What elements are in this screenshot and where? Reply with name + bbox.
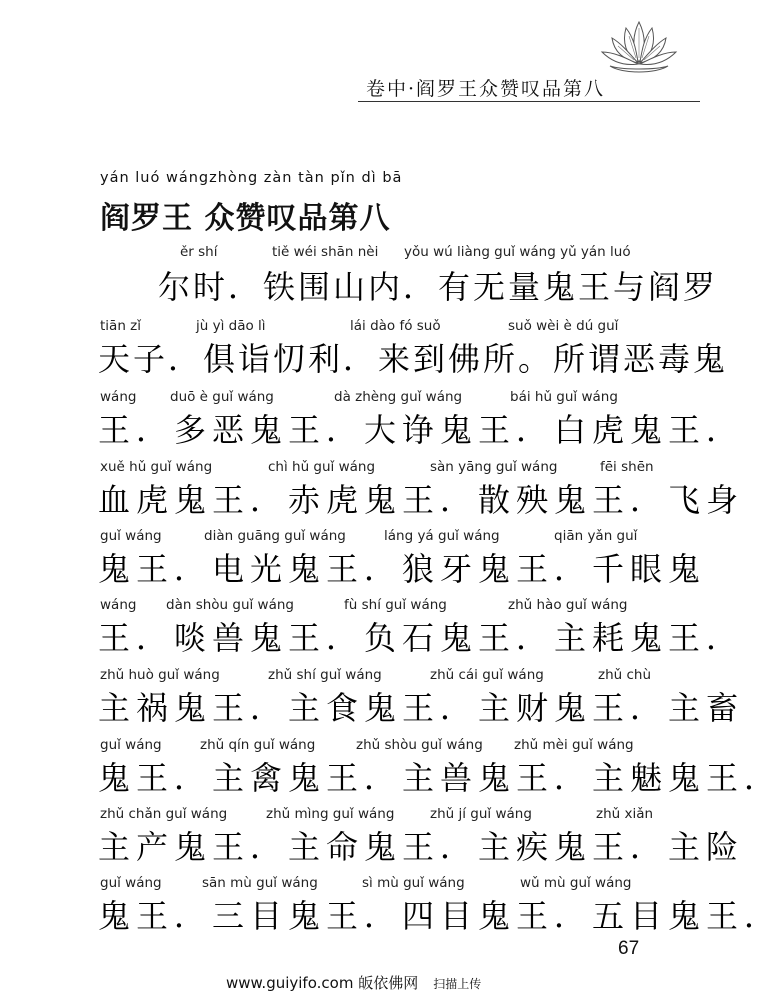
footer-note: 扫描上传 [433,977,482,991]
pinyin-segment: zhǔ xiǎn [596,806,654,822]
pinyin-segment: zhǔ chǎn guǐ wáng [100,806,228,822]
pinyin-segment: xuě hǔ guǐ wáng [100,459,213,475]
pinyin-segment: zhǔ chù [598,667,652,683]
pinyin-segment: jù yì dāo lì [196,318,266,334]
pinyin-segment: duō è guǐ wáng [170,389,274,405]
footer-site-link[interactable]: www.guiyifo.com 皈依佛网 [226,974,419,992]
pinyin-segment: wǔ mù guǐ wáng [520,875,632,891]
scripture-text: 王．啖兽鬼王．负石鬼王．主耗鬼王． [98,619,745,657]
pinyin-segment: yǒu wú liàng guǐ wáng yǔ yán luó [404,244,631,260]
lotus-icon [596,14,682,86]
pinyin-segment: diàn guāng guǐ wáng [204,528,346,544]
pinyin-segment: lái dào fó suǒ [350,318,441,334]
pinyin-segment: dàn shòu guǐ wáng [166,597,294,613]
pinyin-segment: zhǔ shí guǐ wáng [268,667,382,683]
pinyin-segment: zhǔ hào guǐ wáng [508,597,628,613]
scripture-text: 主产鬼王．主命鬼王．主疾鬼王．主险 [98,828,745,866]
page-number: 67 [618,938,640,959]
pinyin-segment: zhǔ jí guǐ wáng [430,806,532,822]
pinyin-segment: guǐ wáng [100,528,162,544]
pinyin-segment: qiān yǎn guǐ [554,528,638,544]
scripture-text: 天子．俱诣忉利．来到佛所。所谓恶毒鬼 [98,340,729,378]
pinyin-segment: sì mù guǐ wáng [362,875,465,891]
footer [226,972,481,993]
pinyin-segment: zhǔ huò guǐ wáng [100,667,220,683]
pinyin-segment: zhǔ shòu guǐ wáng [356,737,483,753]
pinyin-segment: fù shí guǐ wáng [344,597,447,613]
scripture-text: 主祸鬼王．主食鬼王．主财鬼王．主畜 [98,689,745,727]
pinyin-segment: zhǔ mèi guǐ wáng [514,737,634,753]
scripture-text: 鬼王．三目鬼王．四目鬼王．五目鬼王． [98,897,782,935]
scripture-text: 血虎鬼王．赤虎鬼王．散殃鬼王．飞身 [98,481,745,519]
scripture-text: 鬼王．电光鬼王．狼牙鬼王．千眼鬼 [98,550,707,588]
scripture-text: 王．多恶鬼王．大诤鬼王．白虎鬼王． [98,411,745,449]
pinyin-segment: sān mù guǐ wáng [202,875,318,891]
pinyin-segment: dà zhèng guǐ wáng [334,389,463,405]
scripture-text: 鬼王．主禽鬼王．主兽鬼王．主魅鬼王． [98,759,782,797]
pinyin-segment: guǐ wáng [100,875,162,891]
pinyin-segment: sàn yāng guǐ wáng [430,459,558,475]
pinyin-segment: zhǔ qín guǐ wáng [200,737,316,753]
pinyin-segment: tiān zǐ [100,318,142,334]
pinyin-segment: tiě wéi shān nèi [272,244,379,260]
pinyin-segment: chì hǔ guǐ wáng [268,459,376,475]
pinyin-segment: suǒ wèi è dú guǐ [508,318,619,334]
pinyin-segment: zhǔ cái guǐ wáng [430,667,544,683]
pinyin-segment: wáng [100,597,137,613]
pinyin-segment: láng yá guǐ wáng [384,528,500,544]
running-title: 卷中·阎罗王众赞叹品第八 [366,78,606,100]
pinyin-segment: fēi shēn [600,459,654,475]
pinyin-segment: ěr shí [180,244,218,260]
chapter-title-pinyin: yán luó wángzhòng zàn tàn pǐn dì bā [100,170,403,186]
pinyin-segment: wáng [100,389,137,405]
header-rule [358,101,700,102]
pinyin-segment: zhǔ mìng guǐ wáng [266,806,395,822]
pinyin-segment: bái hǔ guǐ wáng [510,389,618,405]
pinyin-segment: guǐ wáng [100,737,162,753]
scripture-text: 尔时．铁围山内．有无量鬼王与阎罗 [158,268,719,306]
chapter-title: 阎罗王 众赞叹品第八 [100,201,391,236]
